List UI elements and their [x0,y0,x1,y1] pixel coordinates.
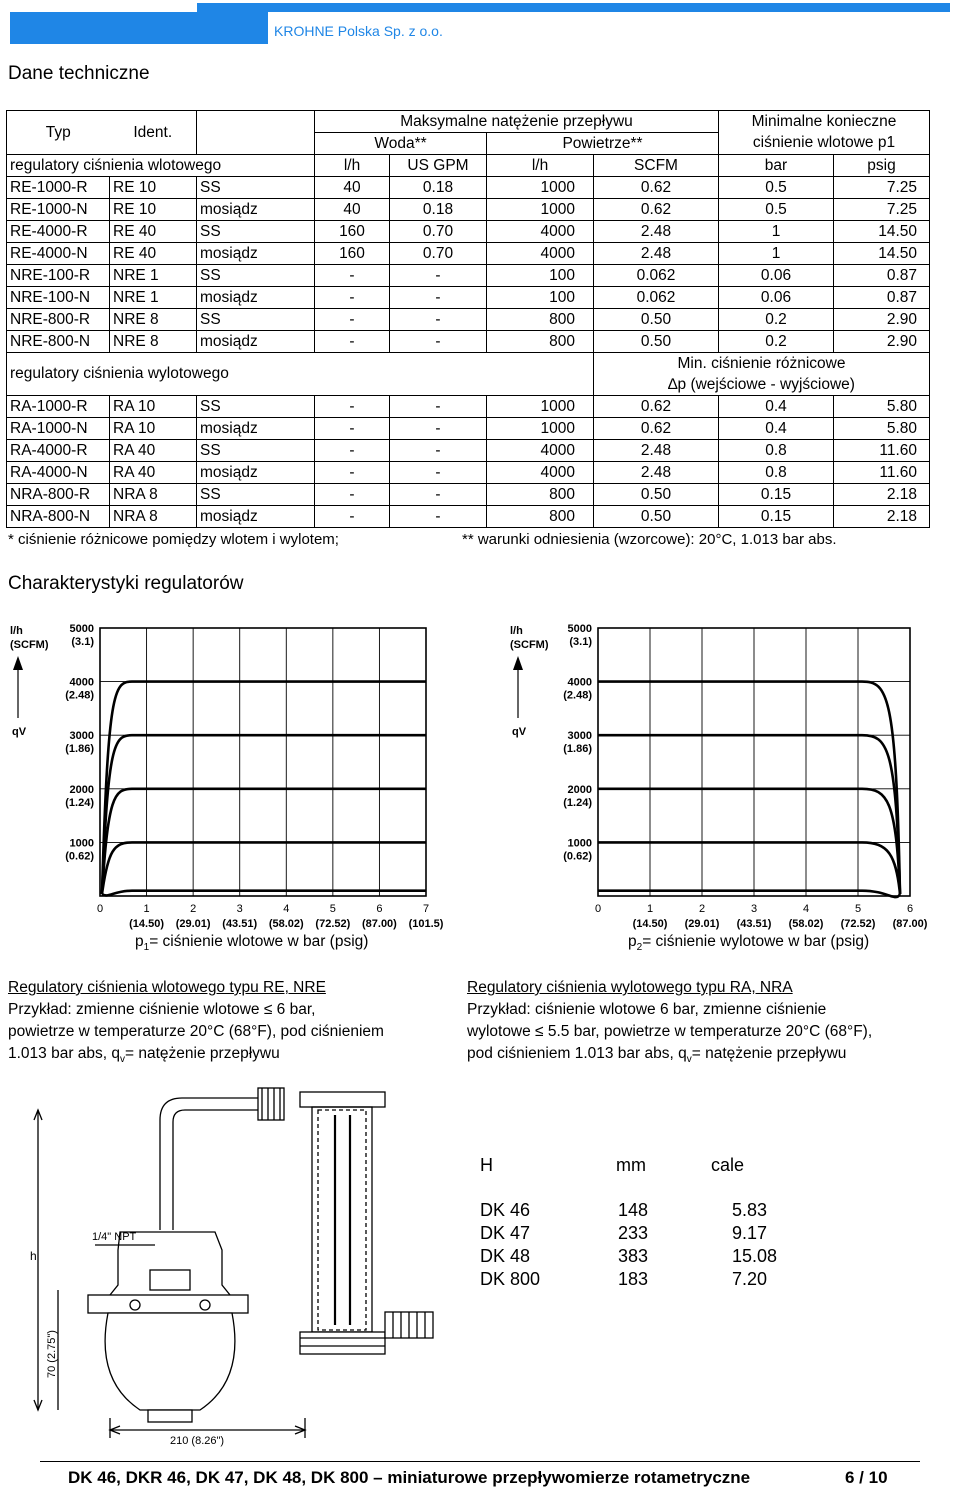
table-cell: 0.50 [594,309,719,331]
inlet-line3-pre: 1.013 bar abs, q [8,1045,121,1062]
table-cell: 800 [487,309,594,331]
table-cell: 0.18 [390,199,487,221]
flowmeter-technical-drawing [0,1080,470,1450]
outlet-description [467,977,957,1071]
footer-divider [40,1461,920,1462]
table-cell: 4000 [487,440,594,462]
inlet-description [8,977,463,1071]
table-cell: - [390,396,487,418]
table-cell: 0.8 [719,462,834,484]
table-cell: NRE 8 [110,331,197,353]
table-cell: SS [197,221,315,243]
table-cell: 0.062 [594,265,719,287]
table-cell: 0.62 [594,418,719,440]
table-cell: - [315,484,390,506]
table-cell: 0.06 [719,287,834,309]
table-cell: RA-1000-R [7,396,110,418]
p1-caption-pre: p [135,933,144,950]
table-cell: 0.70 [390,221,487,243]
table-cell: 5.80 [834,418,930,440]
width-210-label: 210 (8.26") [170,1435,225,1447]
y-tick-sublabel: (2.48) [563,689,592,702]
y-axis-unit-2: (SCFM) [510,639,549,651]
outlet-min-1: Min. ciśnienie różnicowe [677,355,846,372]
outlet-description-line1: Przykład: ciśnienie wlotowe 6 bar, zmienne ciśnienie [467,1001,827,1018]
inlet-description-line3 [8,1043,463,1071]
table-cell: 1 [719,243,834,265]
table-cell: RE 10 [110,177,197,199]
flow-curve [598,842,900,894]
table-cell: 160 [315,221,390,243]
npt-label: 1/4" NPT [92,1231,137,1243]
table-cell: 1 [719,221,834,243]
outlet-line3-sub: v [686,1054,692,1066]
y-axis-symbol: qV [12,726,27,738]
table-cell: RE-4000-N [7,243,110,265]
plot-frame [100,628,426,896]
x-tick-psig: (72.52) [840,918,876,930]
table-cell: 0.87 [834,265,930,287]
footer-title: DK 46, DKR 46, DK 47, DK 48, DK 800 – miniaturowe przepływomierze rotametryczne [68,1468,751,1487]
inlet-line3-sub: v [120,1054,126,1066]
table-cell: 0.2 [719,309,834,331]
table-cell: - [315,462,390,484]
table-cell: 800 [487,484,594,506]
table-cell: 4000 [487,462,594,484]
table-cell: mosiądz [197,418,315,440]
height-h-label: h [30,1249,37,1263]
table-cell: - [390,484,487,506]
table-cell: 40 [315,177,390,199]
table-cell: 0.18 [390,177,487,199]
table-cell: 800 [487,506,594,528]
table-cell: - [390,506,487,528]
header-blue-bar [10,12,268,44]
outlet-section-label [7,353,594,396]
p1-caption-sub: 1 [143,942,150,954]
flow-curve [598,735,900,894]
header-min-pressure-2: ciśnienie wlotowe p1 [719,133,930,155]
table-cell: - [315,418,390,440]
y-tick-sublabel: (2.48) [65,689,94,702]
dimension-inch: 5.83 [732,1200,768,1220]
table-row [7,177,930,199]
y-axis-unit-2: (SCFM) [10,639,49,651]
table-cell: 2.18 [834,506,930,528]
table-cell: RE 10 [110,199,197,221]
table-cell: 0.50 [594,506,719,528]
table-cell: 100 [487,287,594,309]
y-tick-label: 4000 [69,676,94,689]
table-cell: - [315,287,390,309]
y-tick-label: 3000 [69,730,94,743]
table-cell: 800 [487,331,594,353]
table-cell: - [390,331,487,353]
height-70-label: 70 (2.75") [46,1330,58,1378]
x-tick-psig: (87.00) [361,918,397,930]
y-tick-label: 2000 [69,783,94,796]
p1-caption [135,933,368,953]
outlet-min-2: ∆p (wejściowe - wyjściowe) [668,376,855,393]
x-tick-label: 2 [698,903,706,915]
y-tick-label: 1000 [69,837,94,850]
table-cell: NRA-800-R [7,484,110,506]
header-typ: Typ [7,111,110,155]
table-cell: SS [197,440,315,462]
table-cell: SS [197,484,315,506]
outlet-label-text: regulatory ciśnienia wylotowego [10,365,229,382]
footnote-reference: ** warunki odniesienia (wzorcowe): 20°C, 1.013 bar abs. [462,531,837,548]
x-tick-label: 1 [143,903,150,915]
y-tick-sublabel: (0.62) [563,850,592,863]
table-cell: - [390,418,487,440]
dimension-header-cale: cale [711,1155,745,1175]
table-cell: NRE 1 [110,265,197,287]
table-cell: NRA 8 [110,484,197,506]
p2-caption-post: = ciśnienie wylotowe w bar (psig) [642,933,870,950]
table-cell: RE 40 [110,243,197,265]
table-cell: 2.90 [834,309,930,331]
table-cell: 4000 [487,243,594,265]
table-cell: 0.62 [594,396,719,418]
header-air: Powietrze** [487,133,719,155]
y-axis-arrow-head [13,656,23,670]
table-cell: 11.60 [834,440,930,462]
table-cell: - [315,331,390,353]
table-cell: 0.062 [594,287,719,309]
section-title: Dane techniczne [8,63,150,84]
unit-scfm: SCFM [594,155,719,177]
table-cell: 0.8 [719,440,834,462]
spec-table [6,110,930,528]
p2-caption-sub: 2 [636,942,643,954]
unit-lh: l/h [315,155,390,177]
y-tick-sublabel: (1.24) [563,796,592,809]
x-tick-label: 5 [329,903,336,915]
table-cell: 0.4 [719,396,834,418]
unit-lh-air: l/h [487,155,594,177]
dimension-model: DK 48 [480,1246,531,1266]
x-tick-label: 3 [750,903,758,915]
x-tick-psig: (87.00) [892,918,928,930]
table-cell: 0.5 [719,199,834,221]
table-cell: 2.48 [594,221,719,243]
table-cell: NRE-800-N [7,331,110,353]
inlet-section-label: regulatory ciśnienia wlotowego [7,155,315,177]
table-cell: NRE 8 [110,309,197,331]
table-cell: SS [197,177,315,199]
table-cell: RA 40 [110,440,197,462]
y-tick-label: 5000 [69,623,94,635]
table-cell: NRA-800-N [7,506,110,528]
y-tick-sublabel: (3.1) [569,636,592,648]
table-cell: 0.06 [719,265,834,287]
outlet-description-line3 [467,1043,957,1071]
table-cell: 0.62 [594,199,719,221]
outlet-description-line2: wylotowe ≤ 5.5 bar, powietrze w temperaturze 20°C (68°F), [467,1023,873,1040]
table-cell: 0.4 [719,418,834,440]
table-cell: 0.70 [390,243,487,265]
table-cell: RA 10 [110,396,197,418]
dimension-header-h: H [480,1155,493,1175]
y-tick-sublabel: (1.86) [563,743,592,756]
header-ident: Ident. [110,111,197,155]
table-row [7,462,930,484]
table-cell: 160 [315,243,390,265]
table-cell: 7.25 [834,199,930,221]
table-cell: 2.48 [594,440,719,462]
table-cell: - [315,396,390,418]
table-cell: 0.50 [594,331,719,353]
x-tick-label: 4 [802,903,810,915]
table-cell: RE-1000-R [7,177,110,199]
dimension-inch: 15.08 [732,1246,778,1266]
unit-gpm: US GPM [390,155,487,177]
inlet-description-line1: Przykład: zmienne ciśnienie wlotowe ≤ 6 bar, [8,1001,316,1018]
unit-bar: bar [719,155,834,177]
table-cell: 0.50 [594,484,719,506]
flow-curve [102,735,426,894]
dimension-model: DK 800 [480,1269,541,1289]
y-axis-arrow-head [513,656,523,670]
outlet-min-pressure [594,353,930,396]
table-cell: 14.50 [834,221,930,243]
table-row [7,265,930,287]
table-cell: RA-1000-N [7,418,110,440]
inlet-description-title: Regulatory ciśnienia wlotowego typu RE, NRE [8,979,326,996]
footnote-differential: * ciśnienie różnicowe pomiędzy wlotem i wylotem; [8,531,339,548]
table-cell: 11.60 [834,462,930,484]
x-tick-label: 6 [906,903,914,915]
table-row [7,418,930,440]
table-cell: - [390,265,487,287]
x-tick-psig: (58.02) [268,918,304,930]
table-cell: 1000 [487,177,594,199]
table-cell: 4000 [487,221,594,243]
table-cell: SS [197,396,315,418]
table-cell: 2.90 [834,331,930,353]
table-cell: NRE-100-N [7,287,110,309]
table-cell: - [315,265,390,287]
outlet-line3-pre: pod ciśnieniem 1.013 bar abs, q [467,1045,687,1062]
x-tick-psig: (72.52) [315,918,351,930]
dimension-model: DK 46 [480,1200,531,1220]
table-cell: mosiądz [197,199,315,221]
table-cell: NRE-800-R [7,309,110,331]
y-tick-sublabel: (3.1) [71,636,94,648]
y-tick-label: 1000 [567,837,592,850]
table-cell: 2.48 [594,243,719,265]
inlet-regulator-chart [0,618,470,930]
table-cell: 100 [487,265,594,287]
y-tick-sublabel: (1.24) [65,796,94,809]
header-top-bar [197,3,950,12]
table-row [7,396,930,418]
x-tick-label: 3 [236,903,243,915]
table-cell: - [390,287,487,309]
dimension-inch: 7.20 [732,1269,768,1289]
table-cell: - [390,440,487,462]
table-cell: mosiądz [197,462,315,484]
x-tick-label: 0 [96,903,104,915]
table-cell: RA 40 [110,462,197,484]
dimension-mm: 148 [618,1200,649,1220]
table-row [7,243,930,265]
table-cell: SS [197,309,315,331]
table-cell: RE-4000-R [7,221,110,243]
table-cell: 0.5 [719,177,834,199]
x-tick-label: 4 [283,903,290,915]
x-tick-psig: (43.51) [222,918,258,930]
table-cell: 2.48 [594,462,719,484]
company-name: KROHNE Polska Sp. z o.o. [274,23,443,39]
table-row [7,484,930,506]
table-cell: 0.15 [719,484,834,506]
dimension-model: DK 47 [480,1223,531,1243]
table-cell: NRE 1 [110,287,197,309]
y-tick-label: 3000 [567,730,592,743]
table-cell: 7.25 [834,177,930,199]
x-tick-psig: (58.02) [788,918,824,930]
table-cell: RA 10 [110,418,197,440]
table-cell: 1000 [487,418,594,440]
table-cell: RA-4000-R [7,440,110,462]
table-row [7,199,930,221]
table-cell: 40 [315,199,390,221]
table-cell: - [390,309,487,331]
table-cell: RA-4000-N [7,462,110,484]
dimension-mm: 183 [618,1269,649,1289]
table-cell: 2.18 [834,484,930,506]
x-tick-label: 5 [854,903,862,915]
y-axis-unit: l/h [10,625,23,637]
table-cell: 1000 [487,199,594,221]
p2-caption-pre: p [628,933,637,950]
x-tick-label: 7 [422,903,430,915]
table-cell: - [315,440,390,462]
table-cell: mosiądz [197,506,315,528]
header-empty [197,111,315,155]
x-tick-psig: (101.5) [408,918,444,930]
table-cell: RE-1000-N [7,199,110,221]
y-axis-unit: l/h [510,625,523,637]
header-min-pressure-1: Minimalne konieczne [719,111,930,133]
table-cell: mosiądz [197,287,315,309]
x-tick-label: 1 [646,903,654,915]
table-cell: NRA 8 [110,506,197,528]
x-tick-label: 2 [190,903,197,915]
outlet-regulator-chart [490,618,960,930]
x-tick-psig: (14.50) [129,918,165,930]
dimension-mm: 233 [618,1223,649,1243]
dimension-inch: 9.17 [732,1223,768,1243]
x-tick-psig: (29.01) [684,918,720,930]
table-cell: NRE-100-R [7,265,110,287]
table-cell: - [315,506,390,528]
table-cell: 5.80 [834,396,930,418]
table-cell: mosiądz [197,331,315,353]
table-cell: 0.62 [594,177,719,199]
outlet-line3-post: = natężenie przepływu [691,1045,847,1062]
table-cell: - [390,462,487,484]
y-axis-symbol: qV [512,726,527,738]
y-tick-sublabel: (1.86) [65,743,94,756]
table-row [7,221,930,243]
table-cell: mosiądz [197,243,315,265]
header-water: Woda** [315,133,487,155]
x-tick-label: 0 [594,903,602,915]
table-row [7,440,930,462]
table-cell: 1000 [487,396,594,418]
table-cell: 0.87 [834,287,930,309]
x-tick-psig: (43.51) [736,918,772,930]
table-row [7,287,930,309]
dimension-mm: 383 [618,1246,649,1266]
x-tick-label: 6 [376,903,383,915]
footer-page-number: 6 / 10 [845,1468,888,1487]
dimension-header-mm: mm [616,1155,646,1175]
table-cell: SS [197,265,315,287]
characteristics-title: Charakterystyki regulatorów [8,573,244,594]
flow-curve [102,842,426,894]
y-tick-label: 2000 [567,783,592,796]
table-cell: 14.50 [834,243,930,265]
inlet-description-line2: powietrze w temperaturze 20°C (68°F), pod ciśnieniem [8,1023,384,1040]
flow-curve [102,891,426,896]
table-row [7,506,930,528]
y-tick-label: 4000 [567,676,592,689]
x-tick-psig: (29.01) [175,918,211,930]
outlet-description-title: Regulatory ciśnienia wylotowego typu RA, NRA [467,979,793,996]
table-cell: - [315,309,390,331]
table-row [7,309,930,331]
p2-caption [628,933,869,953]
table-cell: 0.15 [719,506,834,528]
inlet-line3-post: = natężenie przepływu [125,1045,280,1062]
y-tick-label: 5000 [567,623,592,635]
table-cell: 0.2 [719,331,834,353]
x-tick-psig: (14.50) [632,918,668,930]
table-cell: RE 40 [110,221,197,243]
p1-caption-post: = ciśnienie wlotowe w bar (psig) [149,933,369,950]
table-row [7,331,930,353]
y-tick-sublabel: (0.62) [65,850,94,863]
header-max-flow: Maksymalne natężenie przepływu [315,111,719,133]
unit-psig: psig [834,155,930,177]
